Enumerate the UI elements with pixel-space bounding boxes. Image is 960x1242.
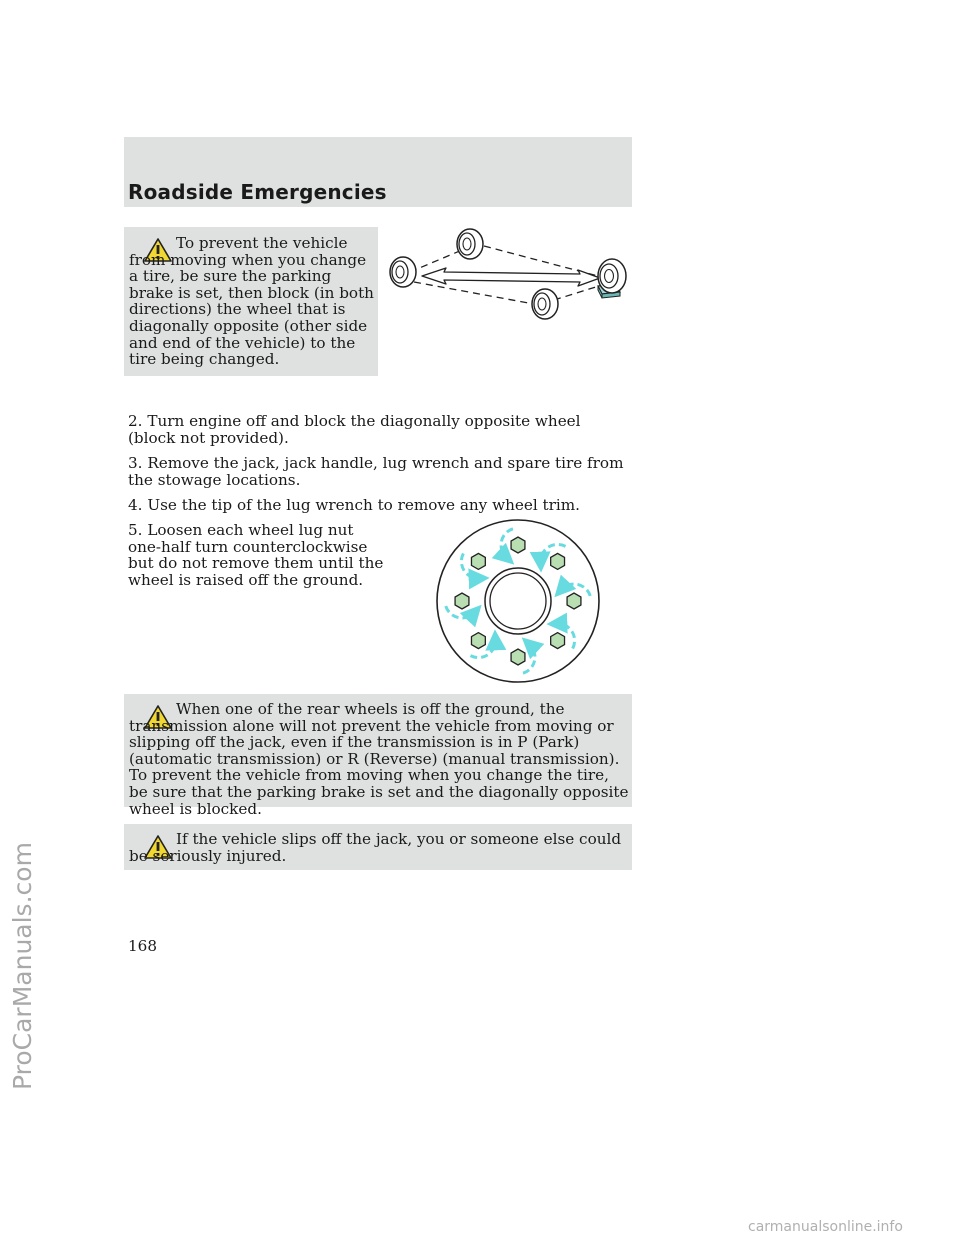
- lug-nut: [551, 633, 565, 649]
- step-2: 2. Turn engine off and block the diagonally opposite wheel (block not provided).: [128, 412, 581, 447]
- watermark: ProCarManuals.com: [8, 842, 37, 1090]
- warning-box-injury: [124, 824, 632, 870]
- warning-text: To prevent the vehicle from moving when you change a tire, be sure the parking brake is set, then block (in both directions) the wheel that is diagonally opposite (other side and end of the vehicle) to the tire being changed.: [129, 234, 374, 369]
- step-4: 4. Use the tip of the lug wrench to remove any wheel trim.: [128, 496, 580, 514]
- lug-nut: [511, 537, 525, 553]
- step-3: 3. Remove the jack, jack handle, lug wrench and spare tire from the stowage locations.: [128, 454, 624, 489]
- lug-nut: [471, 553, 485, 569]
- step-5: 5. Loosen each wheel lug nut one-half turn counterclockwise but do not remove them until the wheel is raised off the ground.: [128, 521, 384, 589]
- warning-box-transmission: [124, 694, 632, 818]
- lug-nut: [551, 553, 565, 569]
- tire-right: [598, 259, 626, 293]
- tire-bottom: [532, 289, 558, 319]
- lug-nut: [511, 649, 525, 665]
- diagonal-wheel-diagram: [384, 226, 636, 328]
- page-number: 168: [128, 937, 157, 955]
- section-title: Roadside Emergencies: [128, 180, 387, 204]
- tire-top: [457, 229, 483, 259]
- lug-nut: [567, 593, 581, 609]
- warning-text: When one of the rear wheels is off the ground, the transmission alone will not prevent the vehicle from moving or slipping off the jack, even if the transmission is in P (Park) (automatic transmission) or R (Reverse) (manual transmission). To prevent the vehicle from moving when you change the tire, be sure that the parking brake is set and the diagonally opposite wheel is blocked.: [129, 700, 629, 818]
- lug-nut: [455, 593, 469, 609]
- footer-site: carmanualsonline.info: [748, 1219, 903, 1235]
- tire-left: [390, 257, 416, 287]
- warning-text: If the vehicle slips off the jack, you or someone else could be seriously injured.: [129, 830, 622, 865]
- lug-nut: [471, 633, 485, 649]
- warning-box-wheel-block: [124, 227, 378, 376]
- lug-nut-wheel-diagram: [434, 519, 604, 687]
